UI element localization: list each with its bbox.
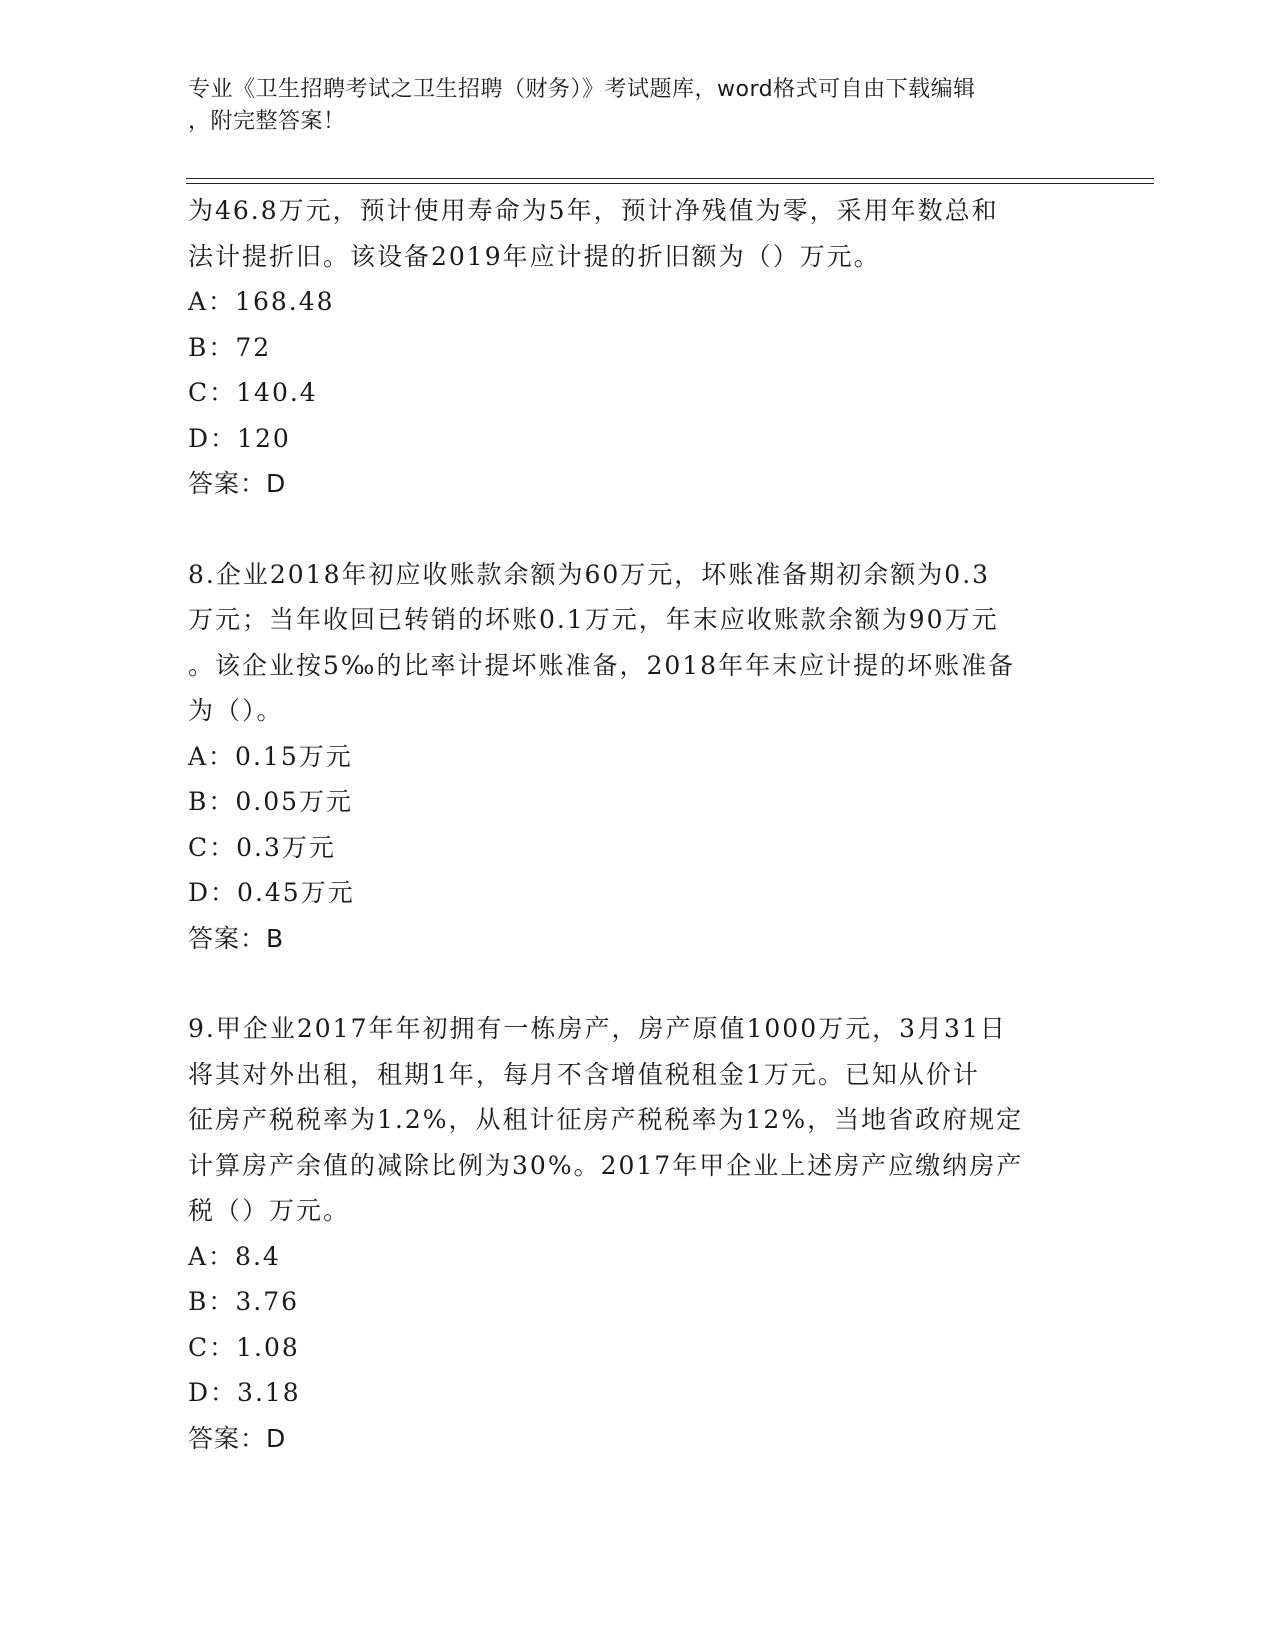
option-b: B：72	[188, 332, 272, 362]
header-line-1: 专业《卫生招聘考试之卫生招聘（财务）》考试题库，word格式可自由下载编辑	[188, 77, 976, 102]
answer-line: 答案：D	[188, 1423, 287, 1453]
question-text-line: 为（）。	[188, 696, 284, 725]
document-header	[188, 74, 1068, 138]
question-text-line: 税（）万元。	[188, 1196, 351, 1225]
question-text-line: 8.企业2018年初应收账款余额为60万元，坏账准备期初余额为0.3	[188, 559, 991, 589]
question-text-line: 征房产税税率为1.2%，从租计征房产税税率为12%，当地省政府规定	[188, 1105, 1024, 1134]
option-d: D：0.45万元	[188, 878, 355, 907]
spacer	[188, 961, 1088, 1006]
option-b: B：0.05万元	[188, 787, 354, 816]
answer-line: 答案：B	[188, 923, 285, 953]
option-c: C：140.4	[188, 378, 318, 407]
question-text-line: 计算房产余值的减除比例为30%。2017年甲企业上述房产应缴纳房产	[188, 1150, 1024, 1180]
question-text-line: 法计提折旧。该设备2019年应计提的折旧额为（）万元。	[188, 241, 881, 271]
option-a: A：8.4	[188, 1241, 281, 1271]
question-text-line: 为46.8万元，预计使用寿命为5年，预计净残值为零，采用年数总和	[188, 196, 999, 225]
question-text-line: 。该企业按5‰的比率计提坏账准备，2018年年末应计提的坏账准备	[188, 650, 1016, 680]
question-9	[188, 1006, 1088, 1461]
question-text-line: 9.甲企业2017年年初拥有一栋房产，房产原值1000万元，3月31日	[188, 1014, 1007, 1043]
question-text-line: 将其对外出租，租期1年，每月不含增值税租金1万元。已知从价计	[188, 1059, 980, 1089]
option-d: D：120	[188, 423, 291, 453]
option-a: A：0.15万元	[188, 741, 353, 771]
option-c: C：0.3万元	[188, 832, 336, 862]
answer-line: 答案：D	[188, 469, 287, 498]
spacer	[188, 507, 1088, 552]
header-double-rule	[186, 178, 1154, 184]
option-c: C：1.08	[188, 1332, 300, 1362]
header-line-2: ，附完整答案！	[188, 109, 346, 134]
option-a: A：168.48	[188, 287, 335, 316]
question-list	[188, 188, 1088, 1461]
option-d: D：3.18	[188, 1378, 301, 1407]
question-7	[188, 188, 1088, 507]
question-text-line: 万元；当年收回已转销的坏账0.1万元，年末应收账款余额为90万元	[188, 605, 999, 634]
question-8	[188, 552, 1088, 962]
option-b: B：3.76	[188, 1287, 300, 1316]
